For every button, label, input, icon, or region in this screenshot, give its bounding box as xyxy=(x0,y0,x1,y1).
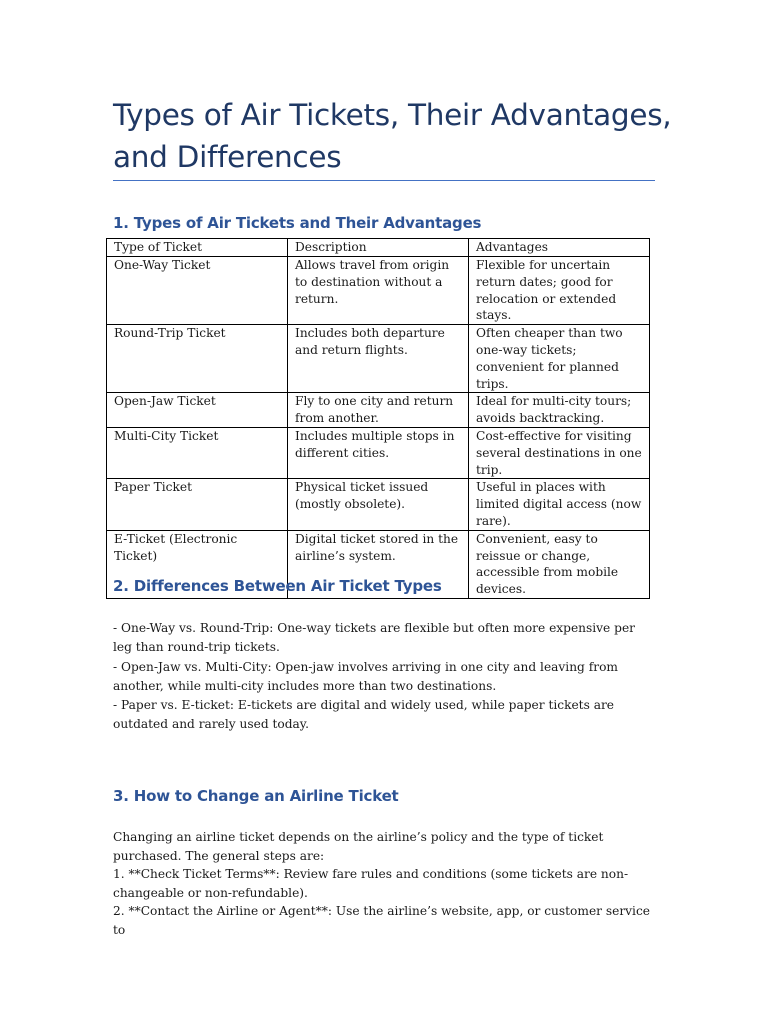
header-advantages: Advantages xyxy=(469,239,650,257)
cell-description: Digital ticket stored in the airline’s system. xyxy=(288,530,469,598)
ticket-types-table xyxy=(106,238,650,599)
table-row xyxy=(107,427,650,478)
cell-description: Physical ticket issued (mostly obsolete). xyxy=(288,479,469,530)
cell-description: Includes both departure and return flights. xyxy=(288,325,469,393)
section-3-heading: 3. How to Change an Airline Ticket xyxy=(113,787,399,805)
intro-line: Changing an airline ticket depends on the airline’s policy and the type of ticket purchased. The general steps are: xyxy=(113,830,604,863)
difference-line: - Open-Jaw vs. Multi-City: Open-jaw involves arriving in one city and leaving from another, while multi-city includes more than two destinations. xyxy=(113,659,618,693)
differences-paragraph xyxy=(113,619,653,735)
title-underline xyxy=(113,180,655,181)
section-1-heading: 1. Types of Air Tickets and Their Advantages xyxy=(113,214,482,232)
header-description: Description xyxy=(288,239,469,257)
cell-advantages: Ideal for multi-city tours; avoids backtracking. xyxy=(469,393,650,428)
step-line: 1. **Check Ticket Terms**: Review fare rules and conditions (some tickets are non-changeable or non-refundable). xyxy=(113,867,629,900)
cell-advantages: Convenient, easy to reissue or change, accessible from mobile devices. xyxy=(469,530,650,598)
table-header-row xyxy=(107,239,650,257)
cell-type: Paper Ticket xyxy=(107,479,288,530)
table-row xyxy=(107,257,650,325)
cell-type: E-Ticket (Electronic Ticket) xyxy=(107,530,288,598)
table-row xyxy=(107,393,650,428)
section-2-heading: 2. Differences Between Air Ticket Types xyxy=(113,577,442,595)
cell-advantages: Cost-effective for visiting several destinations in one trip. xyxy=(469,427,650,478)
difference-line: - One-Way vs. Round-Trip: One-way tickets are flexible but often more expensive per leg than round-trip tickets. xyxy=(113,621,635,655)
step-line: 2. **Contact the Airline or Agent**: Use the airline’s website, app, or customer service to xyxy=(113,904,650,937)
cell-description: Includes multiple stops in different cities. xyxy=(288,427,469,478)
table-row xyxy=(107,325,650,393)
cell-advantages: Often cheaper than two one-way tickets; convenient for planned trips. xyxy=(469,325,650,393)
cell-advantages: Flexible for uncertain return dates; good for relocation or extended stays. xyxy=(469,257,650,325)
change-ticket-paragraph xyxy=(113,828,653,940)
cell-type: Multi-City Ticket xyxy=(107,427,288,478)
difference-line: - Paper vs. E-ticket: E-tickets are digital and widely used, while paper tickets are outdated and rarely used today. xyxy=(113,698,615,732)
header-type: Type of Ticket xyxy=(107,239,288,257)
cell-type: Open-Jaw Ticket xyxy=(107,393,288,428)
cell-type: One-Way Ticket xyxy=(107,257,288,325)
cell-type: Round-Trip Ticket xyxy=(107,325,288,393)
table-row xyxy=(107,479,650,530)
cell-advantages: Useful in places with limited digital access (now rare). xyxy=(469,479,650,530)
cell-description: Fly to one city and return from another. xyxy=(288,393,469,428)
cell-description: Allows travel from origin to destination without a return. xyxy=(288,257,469,325)
document-title: Types of Air Tickets, Their Advantages, and Differences xyxy=(113,98,672,174)
